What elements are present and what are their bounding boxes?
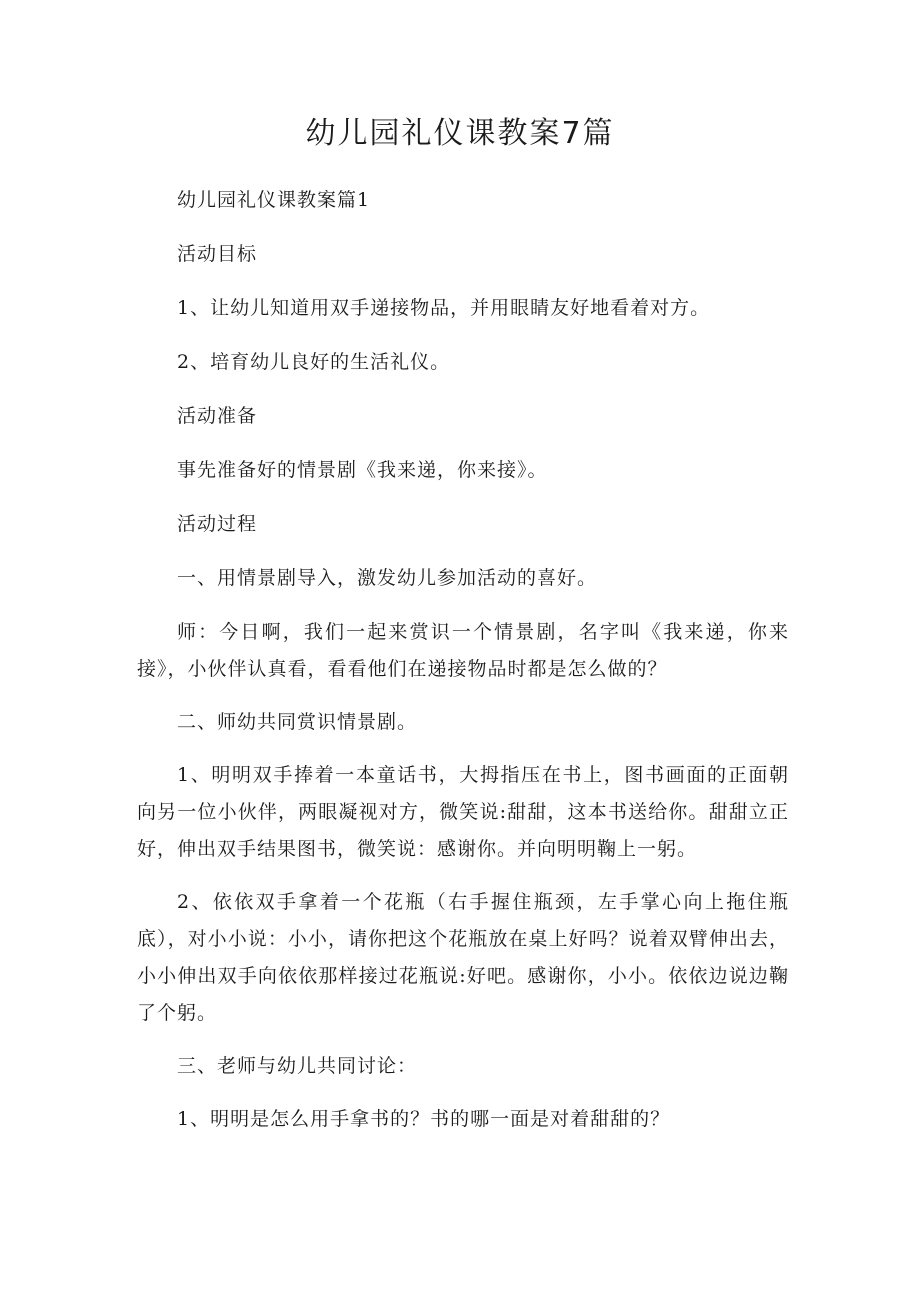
paragraph: 一、用情景剧导入，激发幼儿参加活动的喜好。 (177, 567, 598, 589)
paragraph: 1、让幼儿知道用双手递接物品，并用眼睛友好地看着对方。 (177, 297, 711, 319)
document-body (137, 182, 789, 1138)
paragraph: 活动过程 (177, 513, 258, 535)
paragraph: 二、师幼共同赏识情景剧。 (177, 711, 418, 733)
paragraph: 活动目标 (177, 243, 258, 265)
document-title: 幼儿园礼仪课教案7篇 (305, 116, 615, 151)
paragraph: 师：今日啊，我们一起来赏识一个情景剧，名字叫《我来递，你来接》，小伙伴认真看，看看他们在递接物品时都是怎么做的？ (137, 621, 789, 680)
paragraph: 2、培育幼儿良好的生活礼仪。 (177, 351, 451, 373)
paragraph: 1、明明是怎么用手拿书的？书的哪一面是对着甜甜的？ (177, 1108, 671, 1130)
paragraph: 三、老师与幼儿共同讨论： (177, 1055, 418, 1077)
section-heading: 幼儿园礼仪课教案篇1 (177, 189, 371, 211)
paragraph: 活动准备 (177, 405, 258, 427)
paragraph: 1、明明双手捧着一本童话书，大拇指压在书上，图书画面的正面朝向另一位小伙伴，两眼凝视对方，微笑说:甜甜，这本书送给你。甜甜立正好，伸出双手结果图书，微笑说：感谢你。并向明明鞠上一躬。 (137, 764, 789, 860)
paragraph: 2、依依双手拿着一个花瓶（右手握住瓶颈，左手掌心向上拖住瓶底），对小小说：小小，请你把这个花瓶放在桌上好吗？说着双臂伸出去，小小伸出双手向依依那样接过花瓶说:好吧。感谢你，小小。依依边说边鞠了个躬。 (137, 891, 789, 1024)
paragraph: 事先准备好的情景剧《我来递，你来接》。 (177, 459, 548, 481)
